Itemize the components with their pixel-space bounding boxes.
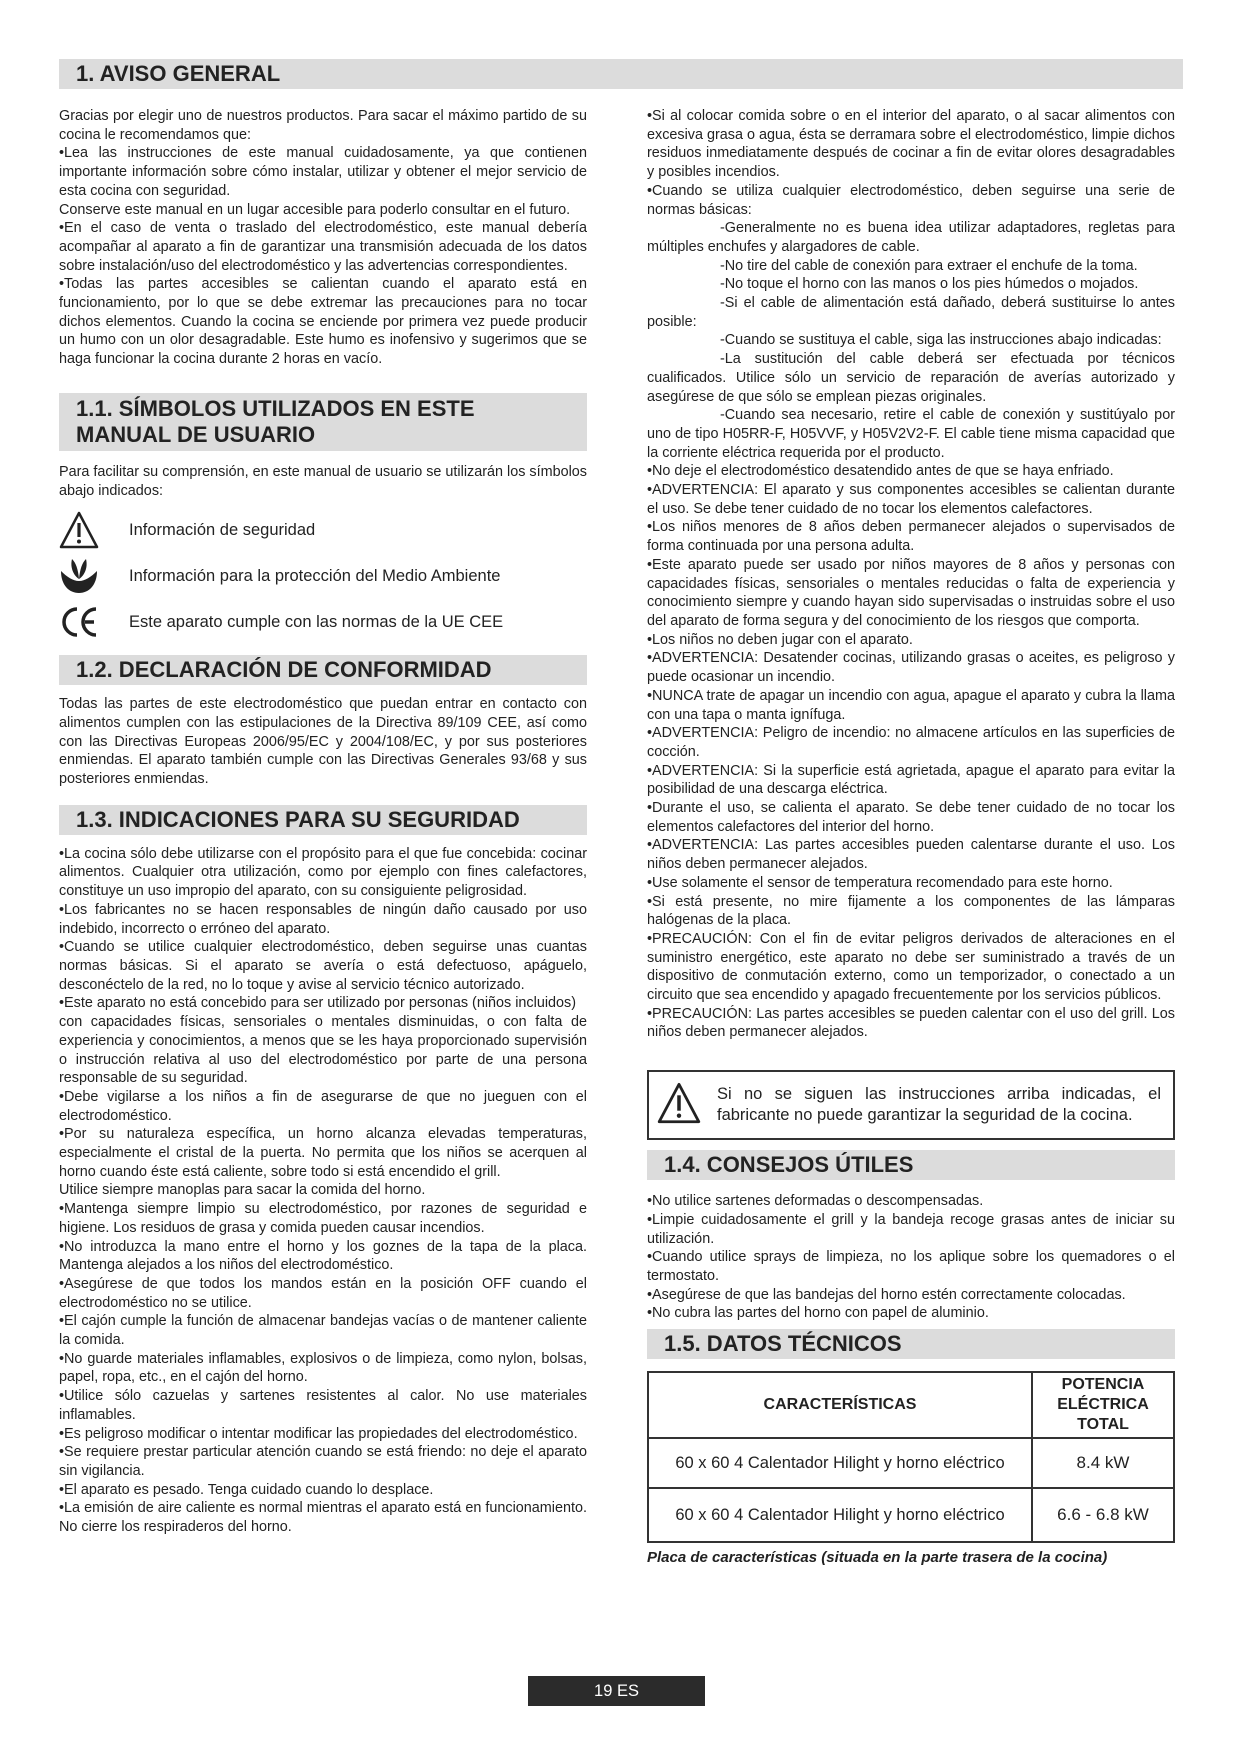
paragraph: •ADVERTENCIA: Desatender cocinas, utilizando grasas o aceites, es peligroso y puede ocasionar un incendio. [647,650,1175,686]
environment-plant-icon [59,554,103,598]
left-column [59,107,587,1537]
paragraph: •El cajón cumple la función de almacenar bandejas vacías o de mantener caliente la comida. [59,1313,587,1349]
safety-warning-box [647,1070,1175,1140]
paragraph: •No deje el electrodoméstico desatendido antes de que se haya enfriado. [647,463,1114,480]
paragraph: •La cocina sólo debe utilizarse con el propósito para el que fue concebida: cocinar alimentos. Cualquier otra utilización, como por ejemplo con fines calefactores, constituye un uso impropio del aparato, con su consiguiente peligrosidad. [59,845,587,900]
safety-list-left [59,845,587,1537]
table-cell-power: 6.6 - 6.8 kW [1032,1488,1174,1542]
section-1-2-heading: 1.2. DECLARACIÓN DE CONFORMIDAD [59,655,587,685]
paragraph: •Mantenga siempre limpio su electrodoméstico, por razones de seguridad e higiene. Los residuos de grasa y comida pueden causar incendios. [59,1201,587,1236]
paragraph: •Por su naturaleza específica, un horno alcanza elevadas temperaturas, especialmente el cristal de la puerta. No permita que los niños se acerquen al horno cuando éste está caliente, sobre todo si está encendido el grill. [59,1126,587,1180]
section-1-5-heading: 1.5. DATOS TÉCNICOS [647,1329,1175,1359]
paragraph: •ADVERTENCIA: Las partes accesibles pueden calentarse durante el uso. Los niños deben permanecer alejados. [647,837,1175,873]
paragraph: -Si el cable de alimentación está dañado, deberá sustituirse lo antes posible: [647,295,1175,330]
paragraph: •La emisión de aire caliente es normal mientras el aparato está en funcionamiento. No cierre los respiraderos del horno. [59,1500,587,1536]
table-row [648,1488,1174,1542]
paragraph: •Asegúrese de que las bandejas del horno estén correctamente colocadas. [647,1286,1126,1303]
safety-list-right [647,107,1175,1042]
paragraph: •Lea las instrucciones de este manual cuidadosamente, ya que contienen importante información sobre cómo instalar, utilizar y obtener el mejor servicio de esta cocina con seguridad. [59,145,587,199]
paragraph: Gracias por elegir uno de nuestros productos. Para sacar el máximo partido de su cocina le recomendamos que: [59,108,587,143]
paragraph: con capacidades físicas, sensoriales o mentales disminuidas, o con falta de experiencia y conocimientos, a menos que se les haya proporcionado supervisión o instrucción relativa al uso del electrodoméstico por parte de una persona responsable de su seguridad. [59,1014,587,1087]
warning-box-text: Si no se siguen las instrucciones arriba indicadas, el fabricante no puede garantizar la seguridad de la cocina. [717,1085,1161,1125]
paragraph: •Limpie cuidadosamente el grill y la bandeja recoge grasas antes de iniciar su utilización. [647,1211,1175,1247]
paragraph: •ADVERTENCIA: Peligro de incendio: no almacene artículos en las superficies de cocción. [647,725,1175,760]
paragraph: •ADVERTENCIA: El aparato y sus componentes accesibles se calientan durante el uso. Se debe tener cuidado de no tocar los elementos calefactores. [647,482,1175,517]
paragraph: •Los niños no deben jugar con el aparato. [647,631,913,648]
warning-triangle-icon [59,508,103,552]
paragraph: -Cuando sea necesario, retire el cable de conexión y sustitúyalo por uno de tipo H05RR-F, H05VVF, y H05V2V2-F. El cable tiene misma capacidad que la corriente eléctrica requerida por el producto. [647,407,1175,461]
right-column [647,107,1175,1566]
table-header-power: POTENCIA ELÉCTRICA TOTAL [1032,1372,1174,1438]
paragraph: •Cuando se utilice cualquier electrodoméstico, deben seguirse unas cuantas normas básicas. Si el aparato se avería o está defectuoso, apáguelo, desconéctelo de la red, no lo toque y avise al servicio técnico autorizado. [59,939,587,993]
section-1-heading: 1. AVISO GENERAL [59,59,1183,89]
paragraph: •NUNCA trate de apagar un incendio con agua, apague el aparato y cubra la llama con una tapa o manta ignífuga. [647,687,1175,723]
symbol-row [59,507,587,553]
section-1-3-heading: 1.3. INDICACIONES PARA SU SEGURIDAD [59,805,587,835]
paragraph: •No cubra las partes del horno con papel de aluminio. [647,1305,989,1322]
paragraph: -La sustitución del cable deberá ser efectuada por técnicos cualificados. Utilice sólo un servicio de reparación de averías autorizado y asegúrese de que sólo se emplean piezas originales. [647,351,1175,405]
section-1-1-heading: 1.1. SÍMBOLOS UTILIZADOS EN ESTE MANUAL DE USUARIO [59,393,587,451]
paragraph: •No introduzca la mano entre el horno y los goznes de la tapa de la placa. Mantenga alejados a los niños del electrodoméstico. [59,1238,587,1274]
table-cell-power: 8.4 kW [1032,1438,1174,1488]
paragraph: Conserve este manual en un lugar accesible para poderlo consultar en el futuro. [59,201,571,218]
paragraph: •Los niños menores de 8 años deben permanecer alejados o supervisados de forma continuada por una persona adulta. [647,519,1175,555]
section-1-body [59,107,587,369]
paragraph: •El aparato es pesado. Tenga cuidado cuando lo desplace. [59,1481,434,1498]
warning-triangle-icon [657,1082,701,1129]
conformity-text: Todas las partes de este electrodoméstico que puedan entrar en contacto con alimentos cumplen con las estipulaciones de la Directiva 89/109 CEE, así como con las Directivas Europeas 2006/95/EC y 2004/108/EC, y por sus posteriores enmiendas. El aparato también cumple con las Directivas Generales 93/68 y sus posteriores enmiendas. [59,696,587,788]
paragraph: •En el caso de venta o traslado del electrodoméstico, este manual debería acompañar al aparato a fin de garantizar una transmisión adecuada de los datos sobre instalación/uso del electrodoméstico y las advertencias correspondientes. [59,220,587,274]
table-header-characteristics: CARACTERÍSTICAS [648,1372,1032,1438]
symbols-intro: Para facilitar su comprensión, en este manual de usuario se utilizarán los símbolos abajo indicados: [59,463,587,499]
table-caption: Placa de características (situada en la parte trasera de la cocina) [647,1549,1108,1567]
useful-tips-list [647,1192,1175,1323]
paragraph: -No toque el horno con las manos o los pies húmedos o mojados. [720,276,1139,293]
technical-data-table [647,1371,1175,1543]
paragraph: •No utilice sartenes deformadas o descompensadas. [647,1193,984,1210]
paragraph: •Utilice sólo cazuelas y sartenes resistentes al calor. No use materiales inflamables. [59,1388,587,1423]
paragraph: •PRECAUCIÓN: Con el fin de evitar peligros derivados de alteraciones en el suministro energético, este aparato no debe ser suministrado a través de un dispositivo de conmutación externo, como un temporizador, o conectado a un circuito que sea encendido y apagado frecuentemente por los servicios públicos. [647,930,1175,1004]
ce-mark-icon [59,600,103,644]
paragraph: -No tire del cable de conexión para extraer el enchufe de la toma. [720,257,1138,274]
symbols-list [59,507,587,645]
table-header-row [648,1372,1174,1438]
symbol-row [59,553,587,599]
paragraph: •Es peligroso modificar o intentar modificar las propiedades del electrodoméstico. [59,1425,578,1442]
paragraph: •ADVERTENCIA: Si la superficie está agrietada, apague el aparato para evitar la posibilidad de una descarga eléctrica. [647,762,1175,798]
paragraph: •Debe vigilarse a los niños a fin de asegurarse de que no jueguen con el electrodoméstico. [59,1088,587,1124]
page-number: 19 ES [528,1676,705,1706]
paragraph: -Generalmente no es buena idea utilizar adaptadores, regletas para múltiples enchufes y alargadores de cable. [647,220,1175,255]
paragraph: •Cuando se utiliza cualquier electrodoméstico, deben seguirse una serie de normas básicas: [647,182,1175,218]
paragraph: •Se requiere prestar particular atención cuando se está friendo: no deje el aparato sin vigilancia. [59,1444,587,1479]
paragraph: •Este aparato puede ser usado por niños mayores de 8 años y personas con capacidades físicas, sensoriales o mentales reducidas o falta de experiencia y conocimiento siempre y cuando hayan sido supervisadas o instruidas sobre el uso del aparato de forma segura y del conocimiento de los riesgos que comporta. [647,556,1175,629]
paragraph: •Si al colocar comida sobre o en el interior del aparato, o al sacar alimentos con excesiva grasa o agua, ésta se derramara sobre el electrodoméstico, limpie dichos residuos inmediatamente después de cocinar a fin de evitar olores desagradables y posibles incendios. [647,108,1175,181]
table-cell-model: 60 x 60 4 Calentador Hilight y horno eléctrico [648,1488,1032,1542]
symbol-label: Este aparato cumple con las normas de la UE CEE [129,612,504,631]
paragraph: •Este aparato no está concebido para ser utilizado por personas (niños incluidos) [59,995,577,1012]
paragraph: •Cuando utilice sprays de limpieza, no los aplique sobre los quemadores o el termostato. [647,1249,1175,1284]
section-1-4-heading: 1.4. CONSEJOS ÚTILES [647,1150,1175,1180]
paragraph: -Cuando se sustituya el cable, siga las instrucciones abajo indicadas: [720,332,1162,349]
paragraph: •Use solamente el sensor de temperatura recomendado para este horno. [647,874,1113,891]
paragraph: •Todas las partes accesibles se calientan cuando el aparato está en funcionamiento, por lo que se debe extremar las precauciones para no tocar dichos elementos. Cuando la cocina se enciende por primera vez puede producir un humo con un olor desagradable. Este humo es inofensivo y sugerimos que se haga funcionar la cocina durante 2 horas en vacío. [59,276,587,368]
symbol-label: Información para la protección del Medio Ambiente [129,566,501,585]
paragraph: •Si está presente, no mire fijamente a los componentes de las lámparas halógenas de la placa. [647,893,1175,929]
table-cell-model: 60 x 60 4 Calentador Hilight y horno eléctrico [648,1438,1032,1488]
symbol-row [59,599,587,645]
paragraph: Utilice siempre manoplas para sacar la comida del horno. [59,1182,426,1199]
paragraph: •No guarde materiales inflamables, explosivos o de limpieza, como nylon, bolsas, papel, ropa, etc., en el cajón del horno. [59,1350,587,1386]
table-row [648,1438,1174,1488]
paragraph: •Durante el uso, se calienta el aparato. Se debe tener cuidado de no tocar los elementos calefactores del interior del horno. [647,800,1175,835]
symbol-label: Información de seguridad [129,520,316,539]
paragraph: •Asegúrese de que todos los mandos están en la posición OFF cuando el electrodoméstico no se utilice. [59,1275,587,1311]
paragraph: •PRECAUCIÓN: Las partes accesibles se pueden calentar con el uso del grill. Los niños deben permanecer alejados. [647,1005,1175,1041]
paragraph: •Los fabricantes no se hacen responsables de ningún daño causado por uso indebido, incorrecto o erróneo del aparato. [59,901,587,937]
